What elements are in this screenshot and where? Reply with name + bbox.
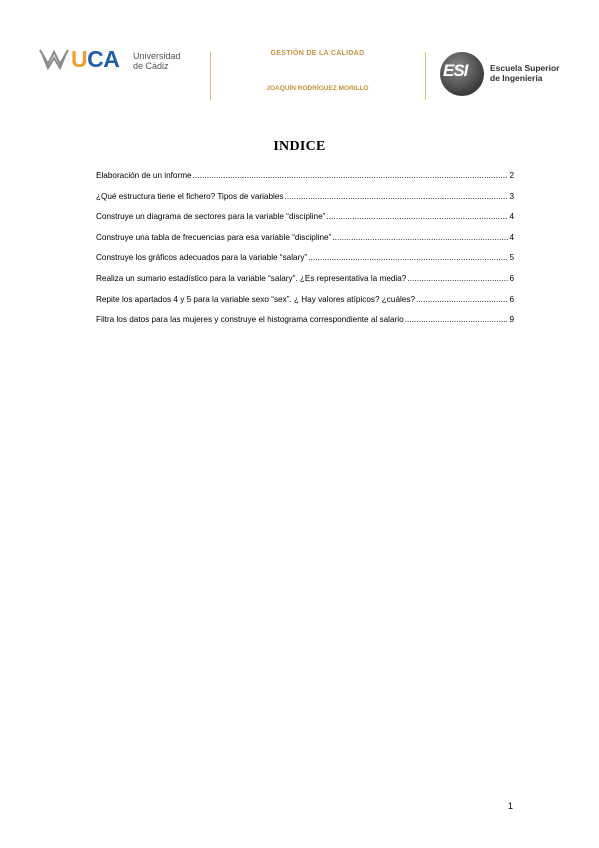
esi-name: Escuela Superior de Ingeniería xyxy=(490,63,560,83)
page-number: 1 xyxy=(508,801,514,811)
toc-entry[interactable] xyxy=(96,211,514,232)
esi-emblem-icon xyxy=(440,52,484,96)
toc-entry-label[interactable]: ¿Qué estructura tiene el fichero? Tipos de variables xyxy=(96,191,284,201)
toc-entry-page[interactable]: 9 xyxy=(509,315,514,325)
toc-entry[interactable] xyxy=(96,232,514,253)
toc-entry[interactable] xyxy=(96,191,514,212)
toc-entry[interactable] xyxy=(96,273,514,294)
esi-logo xyxy=(440,52,570,100)
page-header xyxy=(0,0,599,110)
toc-leader-dots xyxy=(332,232,508,244)
toc-entry-label[interactable]: Construye los gráficos adecuados para la variable “salary” xyxy=(96,253,308,263)
toc-entry-label[interactable]: Elaboración de un informe xyxy=(96,171,192,180)
uca-logo-text: UCA xyxy=(71,46,120,72)
toc-entry-label[interactable]: Realiza un sumario estadístico para la variable “salary”. ¿Es representativa la media? xyxy=(96,273,407,283)
toc-entry-label[interactable]: Repite los apartados 4 y 5 para la variable sexo “sex”. ¿ Hay valores atípicos? ¿cuáles? xyxy=(96,294,416,304)
document-author: JOAQUÍN RODRÍGUEZ MORILLO xyxy=(266,85,369,92)
toc-leader-dots xyxy=(285,191,509,203)
toc-entry-label[interactable]: Construye un diagrama de sectores para la variable “discipline” xyxy=(96,212,326,222)
toc-leader-dots xyxy=(193,170,509,182)
toc-entry-page[interactable]: 2 xyxy=(509,171,514,180)
toc-title: INDICE xyxy=(273,139,326,154)
toc-leader-dots xyxy=(407,273,508,285)
toc-leader-dots xyxy=(405,314,509,326)
toc-entry-label[interactable]: Construye una tabla de frecuencias para esa variable “discipline” xyxy=(96,232,332,242)
toc-entry-page[interactable]: 6 xyxy=(509,294,514,304)
toc-entry-label[interactable]: Filtra los datos para las mujeres y construye el histograma correspondiente al salario xyxy=(96,315,404,325)
toc-entry[interactable] xyxy=(96,314,514,335)
toc-leader-dots xyxy=(308,252,508,264)
toc-entry[interactable] xyxy=(96,252,514,273)
toc-entry-page[interactable]: 3 xyxy=(509,191,514,201)
toc-leader-dots xyxy=(326,211,508,223)
toc-entry-page[interactable]: 4 xyxy=(509,212,514,222)
uca-emblem-icon xyxy=(38,44,70,72)
toc-leader-dots xyxy=(416,294,508,306)
esi-logo-text: ESI xyxy=(443,61,468,80)
table-of-contents xyxy=(96,170,514,335)
header-divider-left xyxy=(210,52,211,100)
header-divider-right xyxy=(425,52,426,100)
header-center xyxy=(215,50,420,92)
uca-subtitle: Universidad de Cádiz xyxy=(133,51,181,71)
toc-entry-page[interactable]: 4 xyxy=(509,232,514,242)
toc-entry[interactable] xyxy=(96,294,514,315)
toc-entry[interactable] xyxy=(96,170,514,191)
uca-logo xyxy=(38,42,188,82)
toc-entry-page[interactable]: 5 xyxy=(509,253,514,263)
toc-entry-page[interactable]: 6 xyxy=(509,273,514,283)
document-title: GESTIÓN DE LA CALIDAD xyxy=(270,50,365,57)
